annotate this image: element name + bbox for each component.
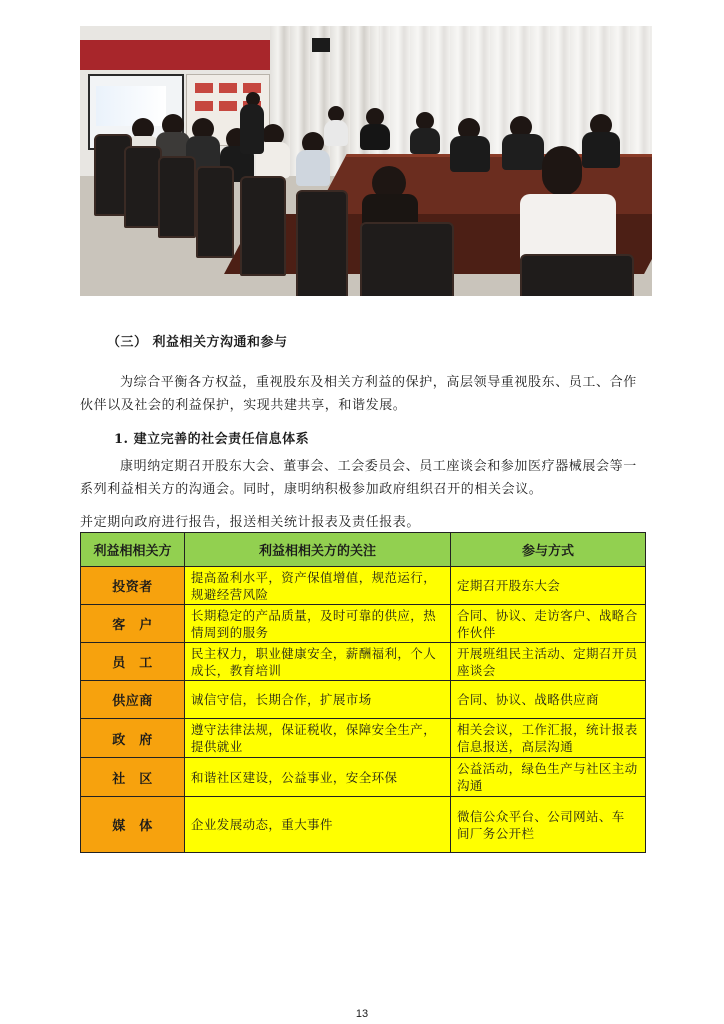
engagement-method: 定期召开股东大会 [451,567,646,605]
stakeholder-name: 媒 体 [81,797,185,853]
table-row [81,567,646,605]
page-number: 13 [355,1008,369,1020]
engagement-method: 相关会议，工作汇报，统计报表信息报送，高层沟通 [451,719,646,758]
intro-paragraph: 为综合平衡各方权益，重视股东及相关方利益的保护，高层领导重视股东、员工、合作伙伴以及社会的利益保护，实现共建共享，和谐发展。 [80,375,637,413]
stakeholder-concern: 提高盈利水平，资产保值增值，规范运行，规避经营风险 [185,567,451,605]
table-row [81,681,646,719]
header-concern: 利益相相关方的关注 [185,533,451,567]
stakeholder-name: 供应商 [81,681,185,719]
stakeholder-concern: 诚信守信，长期合作，扩展市场 [185,681,451,719]
table-row [81,758,646,797]
header-method: 参与方式 [451,533,646,567]
stakeholder-name: 政 府 [81,719,185,758]
stakeholder-concern: 遵守法律法规，保证税收，保障安全生产，提供就业 [185,719,451,758]
stakeholder-name: 社 区 [81,758,185,797]
engagement-method: 微信公众平台、公司网站、车 间厂务公开栏 [451,797,646,853]
engagement-method: 公益活动，绿色生产与社区主动沟通 [451,758,646,797]
stakeholder-table [80,532,646,853]
section-title: （三） 利益相关方沟通和参与 [107,335,288,350]
stakeholder-name: 客 户 [81,605,185,643]
stakeholder-name: 员 工 [81,643,185,681]
header-stakeholder: 利益相相关方 [81,533,185,567]
meeting-photo [80,26,652,296]
engagement-method: 合同、协议、战略供应商 [451,681,646,719]
table-row [81,719,646,758]
stakeholder-concern: 企业发展动态，重大事件 [185,797,451,853]
engagement-method: 开展班组民主活动、定期召开员座谈会 [451,643,646,681]
table-row [81,643,646,681]
stakeholder-concern: 民主权力，职业健康安全，薪酬福利，个人成长，教育培训 [185,643,451,681]
subsection-title: 1. 建立完善的社会责任信息体系 [114,432,310,447]
table-row [81,605,646,643]
stakeholder-concern: 和谐社区建设，公益事业，安全环保 [185,758,451,797]
engagement-method: 合同、协议、走访客户、战略合作伙伴 [451,605,646,643]
table-header-row [81,533,646,567]
body-paragraph-continued: 并定期向政府进行报告，报送相关统计报表及责任报表。 [80,515,421,530]
body-paragraph: 康明纳定期召开股东大会、董事会、工会委员会、员工座谈会和参加医疗器械展会等一系列利益相关方的沟通会。同时，康明纳积极参加政府组织召开的相关会议。 [80,459,637,497]
table-row [81,797,646,853]
stakeholder-name: 投资者 [81,567,185,605]
stakeholder-concern: 长期稳定的产品质量，及时可靠的供应，热情周到的服务 [185,605,451,643]
